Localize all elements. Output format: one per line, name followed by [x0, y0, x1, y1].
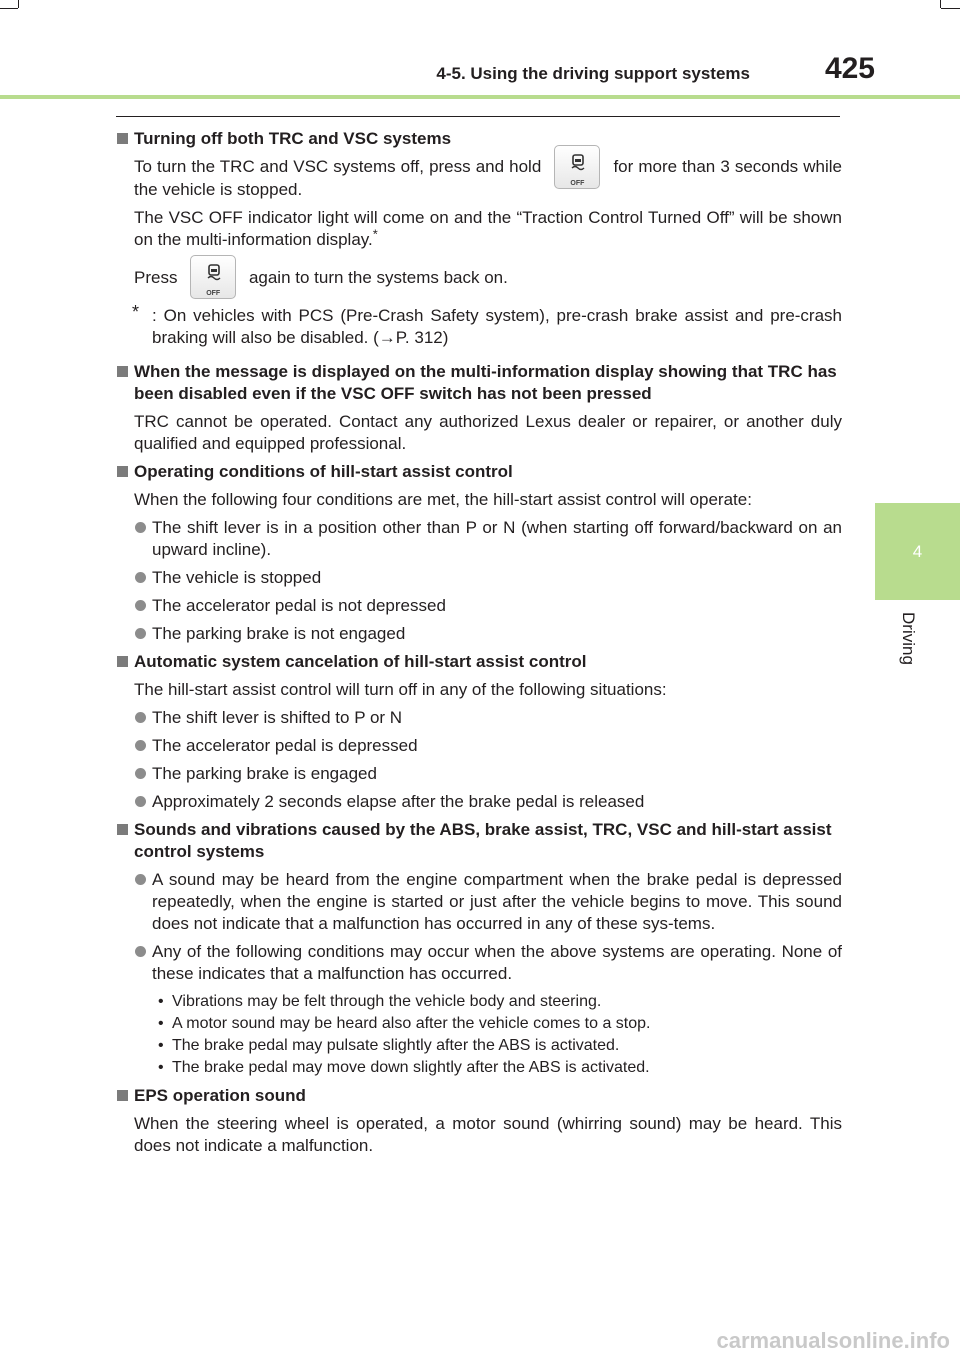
list-item [152, 707, 842, 729]
paragraph-text: To turn the TRC and VSC systems off, press and hold [134, 157, 542, 176]
list-item [152, 941, 842, 985]
list-item-text: The shift lever is in a position other than P or N (when starting off forward/backward on an upward incline). [152, 518, 842, 560]
paragraph [134, 207, 842, 251]
skid-car-icon [205, 264, 223, 282]
sub-list-item [158, 1057, 842, 1079]
square-bullet-icon [117, 1090, 128, 1101]
heading-text: Operating conditions of hill-start assist control [134, 462, 513, 482]
list-item [152, 869, 842, 935]
sub-bullet: • [158, 1037, 164, 1055]
list-item-text: Any of the following conditions may occur when the above systems are operating. None of these indicates that a malfunction has occurred. [152, 942, 842, 984]
list-item-text: The accelerator pedal is not depressed [152, 596, 446, 616]
list-item-text: The parking brake is not engaged [152, 624, 406, 644]
paragraph: When the following four conditions are met, the hill-start assist control will operate: [134, 490, 752, 510]
chapter-tab [875, 503, 960, 600]
sub-list-item-text: The brake pedal may move down slightly after the ABS is activated. [172, 1059, 650, 1077]
paragraph-text: Press [134, 267, 178, 287]
skid-car-icon [569, 154, 587, 172]
round-bullet-icon [135, 628, 146, 639]
section-heading [116, 819, 842, 863]
square-bullet-icon [117, 656, 128, 667]
paragraph-text: again to turn the systems back on. [248, 267, 508, 287]
list-item-text: The vehicle is stopped [152, 568, 322, 588]
paragraph [134, 267, 842, 298]
list-item [152, 735, 842, 757]
crop-mark [0, 8, 18, 9]
section-heading [116, 361, 842, 405]
heading-text: When the message is displayed on the multi-information display showing that TRC has been disabled even if the VSC OFF switch has not been pressed [134, 362, 837, 404]
sub-bullet: • [158, 1015, 164, 1033]
asterisk-mark: * [372, 225, 378, 241]
section-heading [116, 1085, 842, 1107]
list-item-text: The parking brake is engaged [152, 764, 377, 784]
list-item [152, 595, 842, 617]
round-bullet-icon [135, 768, 146, 779]
paragraph [134, 156, 842, 201]
round-bullet-icon [135, 600, 146, 611]
sub-list-item-text: A motor sound may be heard also after the vehicle comes to a stop. [172, 1015, 651, 1033]
content-rule [116, 116, 840, 117]
sub-list-item-text: Vibrations may be felt through the vehicle body and steering. [172, 993, 602, 1011]
heading-text: Sounds and vibrations caused by the ABS, brake assist, TRC, VSC and hill-start assist control systems [134, 820, 832, 862]
paragraph-text: The VSC OFF indicator light will come on and the “Traction Control Turned Off” will be shown on the multi-information display. [134, 207, 842, 249]
sub-bullet: • [158, 1059, 164, 1077]
square-bullet-icon [117, 366, 128, 377]
round-bullet-icon [135, 572, 146, 583]
asterisk-mark: * [132, 302, 140, 323]
list-item-text: Approximately 2 seconds elapse after the brake pedal is released [152, 792, 645, 812]
round-bullet-icon [135, 712, 146, 723]
footnote-text: : On vehicles with PCS (Pre-Crash Safety system), pre-crash brake assist and pre-crash braking will also be disabled. (→P. 312) [152, 306, 842, 348]
list-item-text: The shift lever is shifted to P or N [152, 708, 403, 728]
page-number: 425 [824, 52, 875, 85]
vsc-off-switch-icon [554, 145, 600, 189]
sub-list-item [158, 1013, 842, 1035]
heading-text: Automatic system cancelation of hill-start assist control [134, 652, 587, 672]
heading-text: EPS operation sound [134, 1086, 306, 1106]
footnote [132, 302, 842, 349]
crop-mark [940, 0, 941, 8]
list-item [152, 791, 842, 813]
header-rule [0, 95, 960, 99]
list-item-text: The accelerator pedal is depressed [152, 736, 418, 756]
list-item [152, 567, 842, 589]
list-item [152, 763, 842, 785]
square-bullet-icon [117, 824, 128, 835]
page-content [116, 128, 842, 1163]
watermark: carmanualsonline.info [716, 1328, 950, 1353]
list-item [152, 517, 842, 561]
round-bullet-icon [135, 796, 146, 807]
heading-text: Turning off both TRC and VSC systems [134, 129, 452, 148]
square-bullet-icon [117, 133, 128, 144]
paragraph: When the steering wheel is operated, a motor sound (whirring sound) may be heard. This does not indicate a malfunction. [134, 1114, 842, 1156]
sub-list-item [158, 991, 842, 1013]
paragraph: The hill-start assist control will turn off in any of the following situations: [134, 680, 667, 700]
vsc-off-switch-icon [190, 255, 236, 299]
chapter-number: 4 [912, 542, 923, 561]
round-bullet-icon [135, 946, 146, 957]
list-item-text: A sound may be heard from the engine compartment when the brake pedal is depressed repeatedly, when the engine is started or just after the vehicle begins to move. This sound does not indicate that a malfunction has occurred in any of these sys-tems. [152, 870, 842, 934]
section-title: 4-5. Using the driving support systems [436, 64, 750, 83]
section-heading [116, 651, 842, 673]
paragraph: TRC cannot be operated. Contact any authorized Lexus dealer or repairer, or another duly qualified and equipped professional. [134, 412, 842, 454]
crop-mark [941, 8, 960, 9]
chapter-label: Driving [899, 612, 918, 665]
sub-list-item [158, 1035, 842, 1057]
off-label: OFF [206, 290, 221, 298]
square-bullet-icon [117, 466, 128, 477]
paragraph-text: for more than 3 seconds while the vehicle is stopped. [134, 157, 842, 199]
section-heading [116, 128, 842, 150]
sub-bullet: • [158, 993, 164, 1011]
round-bullet-icon [135, 522, 146, 533]
round-bullet-icon [135, 740, 146, 751]
round-bullet-icon [135, 874, 146, 885]
crop-mark [18, 0, 19, 8]
list-item [152, 623, 842, 645]
off-label: OFF [570, 179, 585, 187]
sub-list-item-text: The brake pedal may pulsate slightly after the ABS is activated. [172, 1037, 620, 1055]
section-heading [116, 461, 842, 483]
